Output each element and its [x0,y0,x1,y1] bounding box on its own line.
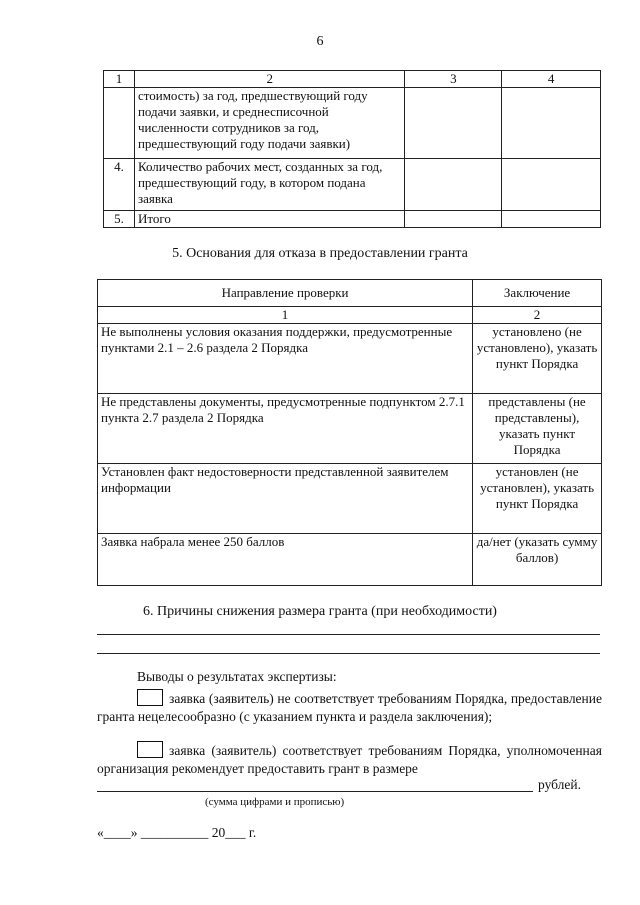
section-5-title: 5. Основания для отказа в предоставлении гранта [172,246,468,261]
row-cell [405,159,502,211]
rubles-label: рублей. [538,777,582,792]
check-text: Заявка набрала менее 250 баллов [98,534,473,586]
option-2-text: заявка (заявитель) соответствует требованиям Порядка, уполномоченная организация рекомендует предоставить грант в размере [97,743,602,776]
table-header-row [98,280,602,307]
table-row [98,324,602,394]
table-col-number: 3 [405,71,502,88]
row-text: Количество рабочих мест, созданных за год, предшествующий году, в котором подана заявка [134,159,405,211]
amount-caption: (сумма цифрами и прописью) [205,796,345,808]
date-line: «____» __________ 20___ г. [97,825,257,840]
table-col-number: 2 [134,71,405,88]
option-1-text: заявка (заявитель) не соответствует требованиям Порядка, предоставление гранта нецелесообразно (с указанием пункта и раздела заключения); [97,691,602,724]
conclusion-option-2 [97,741,602,778]
refusal-grounds-table [97,279,602,586]
table-col-number: 4 [502,71,601,88]
table-row [104,88,601,159]
check-text: Не представлены документы, предусмотренные подпунктом 2.7.1 пункта 2.7 раздела 2 Порядка [98,394,473,464]
row-cell [502,88,601,159]
conclusion-text: да/нет (указать сумму баллов) [473,534,602,586]
row-number: 4. [104,159,135,211]
row-number [104,88,135,159]
reason-line[interactable] [97,634,600,635]
check-text: Не выполнены условия оказания поддержки, предусмотренные пунктами 2.1 – 2.6 раздела 2 Порядка [98,324,473,394]
row-cell [405,88,502,159]
row-number: 5. [104,211,135,228]
checkbox[interactable] [137,741,163,758]
col-header-conclusion: Заключение [473,280,602,307]
conclusion-option-1 [97,689,602,726]
col-header-check: Направление проверки [98,280,473,307]
conclusions-title: Выводы о результатах экспертизы: [137,669,337,684]
table-header-row [104,71,601,88]
table-row [98,464,602,534]
conclusion-text: представлены (не представлены), указать пункт Порядка [473,394,602,464]
page-number: 6 [316,34,324,49]
table-row [98,394,602,464]
check-text: Установлен факт недостоверности представленной заявителем информации [98,464,473,534]
row-cell [502,159,601,211]
table-col-number: 1 [104,71,135,88]
row-text: стоимость) за год, предшествующий году подачи заявки, и среднесписочной численности сотрудников за год, предшествующий году подачи заявки) [134,88,405,159]
criteria-table-continued [103,70,601,228]
col-number: 2 [473,307,602,324]
conclusion-text: установлен (не установлен), указать пункт Порядка [473,464,602,534]
section-6-title: 6. Причины снижения размера гранта (при необходимости) [143,604,497,619]
row-text: Итого [134,211,405,228]
row-cell [405,211,502,228]
col-number: 1 [98,307,473,324]
checkbox[interactable] [137,689,163,706]
conclusion-text: установлено (не установлено), указать пункт Порядка [473,324,602,394]
table-row [104,159,601,211]
table-row [98,534,602,586]
row-cell [502,211,601,228]
reason-line[interactable] [97,653,600,654]
grant-amount-line[interactable] [97,791,533,792]
table-number-row [98,307,602,324]
table-row [104,211,601,228]
